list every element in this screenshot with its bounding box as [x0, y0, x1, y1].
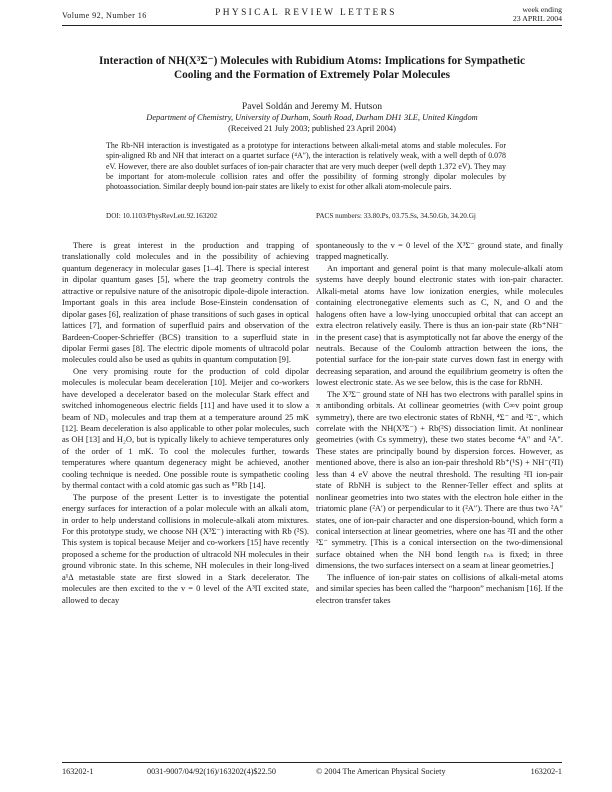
paragraph: spontaneously to the v = 0 level of the X³Σ⁻ ground state, and finally trapped magnetically.	[316, 240, 563, 262]
paragraph: There is great interest in the production and trapping of translationally cold molecules and in the possibility of achieving quantum degeneracy in molecular gases [1–4]. There is special interest in dipolar quantum gases [5], where the trap geometry controls the attractive or repulsive nature of the anisotropic dipole-dipole interaction. Important goals in this area include Bose-Einstein condensation of dipolar gases [6], realization of phase transitions of such gases in optical lattices [7], and formation of superfluid pairs and observation of the Bardeen-Cooper-Schrieffer (BCS) transition to a superfluid state in dipolar Fermi gases [8]. The electric dipole moments of ultracold polar molecules could also be used as qubits in quantum computation [9].	[62, 240, 309, 365]
title-line-2: Cooling and the Formation of Extremely Polar Molecules	[173, 69, 450, 82]
footer-rule	[62, 762, 562, 763]
paragraph: The X³Σ⁻ ground state of NH has two electrons with parallel spins in π antibonding orbitals. At collinear geometries (with C∞v point group symmetry), there are two electronic states of RbNH, ⁴Σ⁻ and ²Σ⁻, which correlate with the NH(X³Σ⁻) + Rb(²S) dissociation limit. At nonlinear geometries (with Cs symmetry), these two states become ⁴A″ and ²A″. These states are principally bound by dispersion forces. However, as mentioned above, there is also an ion-pair threshold Rb⁺(¹S) + NH⁻(²Π) less than 4 eV above the neutral threshold. The resulting ²Π ion-pair state of RbNH is subject to the Renner-Teller effect and splits at nonlinear geometries into two states with the electron hole either in the triatomic plane (²A′) or perpendicular to it (²A″). There are thus two ²A″ states, one of ion-pair character and one dispersion-bound, which form a conical intersection at linear geometries, where one has ²Π and the other ²Σ⁻ symmetry. [This is a conical intersection on the two-dimensional surface obtained when the NH bond length rₙₕ is fixed; in three dimensions, the two surfaces intersect on a seam at linear geometries.]	[316, 388, 563, 571]
paragraph: The influence of ion-pair states on collisions of alkali-metal atoms and similar species has been called the “harpoon” mechanism [16]. If the electron transfer takes	[316, 571, 563, 605]
article-code: 0031-9007/04/92(16)/163202(4)$22.50	[147, 767, 276, 776]
paragraph: One very promising route for the production of cold dipolar molecules is molecular beam deceleration [10]. Meijer and co-workers have developed a decelerator based on the molecular Stark effect and switched inhomogeneous electric fields [11] and have used it to slow a beam of ND₃ molecules and trap them at a temperature around 25 mK [12]. Beam deceleration is also applicable to other polar molecules, such as OH [13] and H₂O, but is typically likely to achieve temperatures only of the order of 1 mK. To cool the molecules further, towards temperatures where quantum degeneracy might be achieved, another cooling technique is needed. One possible route is sympathetic cooling by thermal contact with a cold atomic gas such as ⁸⁷Rb [14].	[62, 365, 309, 491]
issue-date	[513, 5, 562, 24]
header-rule	[62, 25, 562, 26]
paragraph: An important and general point is that many molecule-alkali atom systems have deeply bound electronic states with ion-pair character. Alkali-metal atoms have low ionization energies, while molecules containing electronegative elements such as C, N, and O and the halogens often have a low-lying unoccupied orbital that can accept an extra electron relatively easily. There is thus an ion-pair state (Rb⁺NH⁻ in the present case) that is asymptotically not far above the energy of the neutrals. Because of the Coulomb attraction between the ions, the potential surface for the ion-pair state curves down fast in energy with decreasing separation, and around the equilibrium geometry is often the lowest electronic state. As we see below, this is the case for RbNH.	[316, 262, 563, 388]
article-title	[62, 54, 562, 82]
body-column-left	[62, 240, 309, 606]
copyright: © 2004 The American Physical Society	[316, 767, 446, 776]
week-ending-label: week ending	[522, 5, 562, 14]
date-label: 23 APRIL 2004	[512, 14, 562, 24]
body-column-right	[316, 240, 563, 606]
page-number-left: 163202-1	[62, 767, 94, 776]
received-date: (Received 21 July 2003; published 23 April 2004)	[228, 124, 396, 133]
volume-label: Volume 92, Number 16	[62, 11, 147, 20]
pacs-numbers: PACS numbers: 33.80.Ps, 03.75.Ss, 34.50.Gb, 34.20.Gj	[316, 212, 476, 220]
title-line-1: Interaction of NH(X³Σ⁻) Molecules with Rubidium Atoms: Implications for Sympathetic	[98, 55, 526, 67]
paragraph: The purpose of the present Letter is to investigate the potential energy surfaces for interaction of a polar molecule with an alkali atom, in order to help understand collisions in molecule-alkali atom mixtures. For this prototype study, we choose NH (X³Σ⁻) interacting with Rb (²S). This system is topical because Meijer and co-workers [15] have recently proposed a scheme for the production of ultracold NH molecules in their ground vibronic state. In this scheme, NH molecules in their long-lived a¹Δ metastable state are first slowed in a Stark decelerator. The molecules are then excited to the v = 0 level of the A³Π excited state, allowed to decay	[62, 491, 309, 605]
abstract: The Rb-NH interaction is investigated as a prototype for interactions between alkali-metal atoms and stable molecules. For spin-aligned Rb and NH that interact on a quartet surface (⁴A″), the interaction is relatively weak, with a well depth of 0.078 eV. However, there are also doublet surfaces of ion-pair character that are very much deeper (well depth 1.372 eV). They may be important for atom-molecule collision rates and offer the possibility of forming strongly dipolar molecules by photoassociation. Similar deeply bound ion-pair states are likely to exist for other alkali atom-molecule pairs.	[106, 141, 506, 192]
page-number-right: 163202-1	[530, 767, 562, 776]
affiliation: Department of Chemistry, University of Durham, South Road, Durham DH1 3LE, United Kingdom	[146, 113, 478, 122]
doi: DOI: 10.1103/PhysRevLett.92.163202	[106, 212, 218, 220]
authors: Pavel Soldán and Jeremy M. Hutson	[241, 101, 383, 112]
journal-name: PHYSICAL REVIEW LETTERS	[215, 8, 397, 18]
